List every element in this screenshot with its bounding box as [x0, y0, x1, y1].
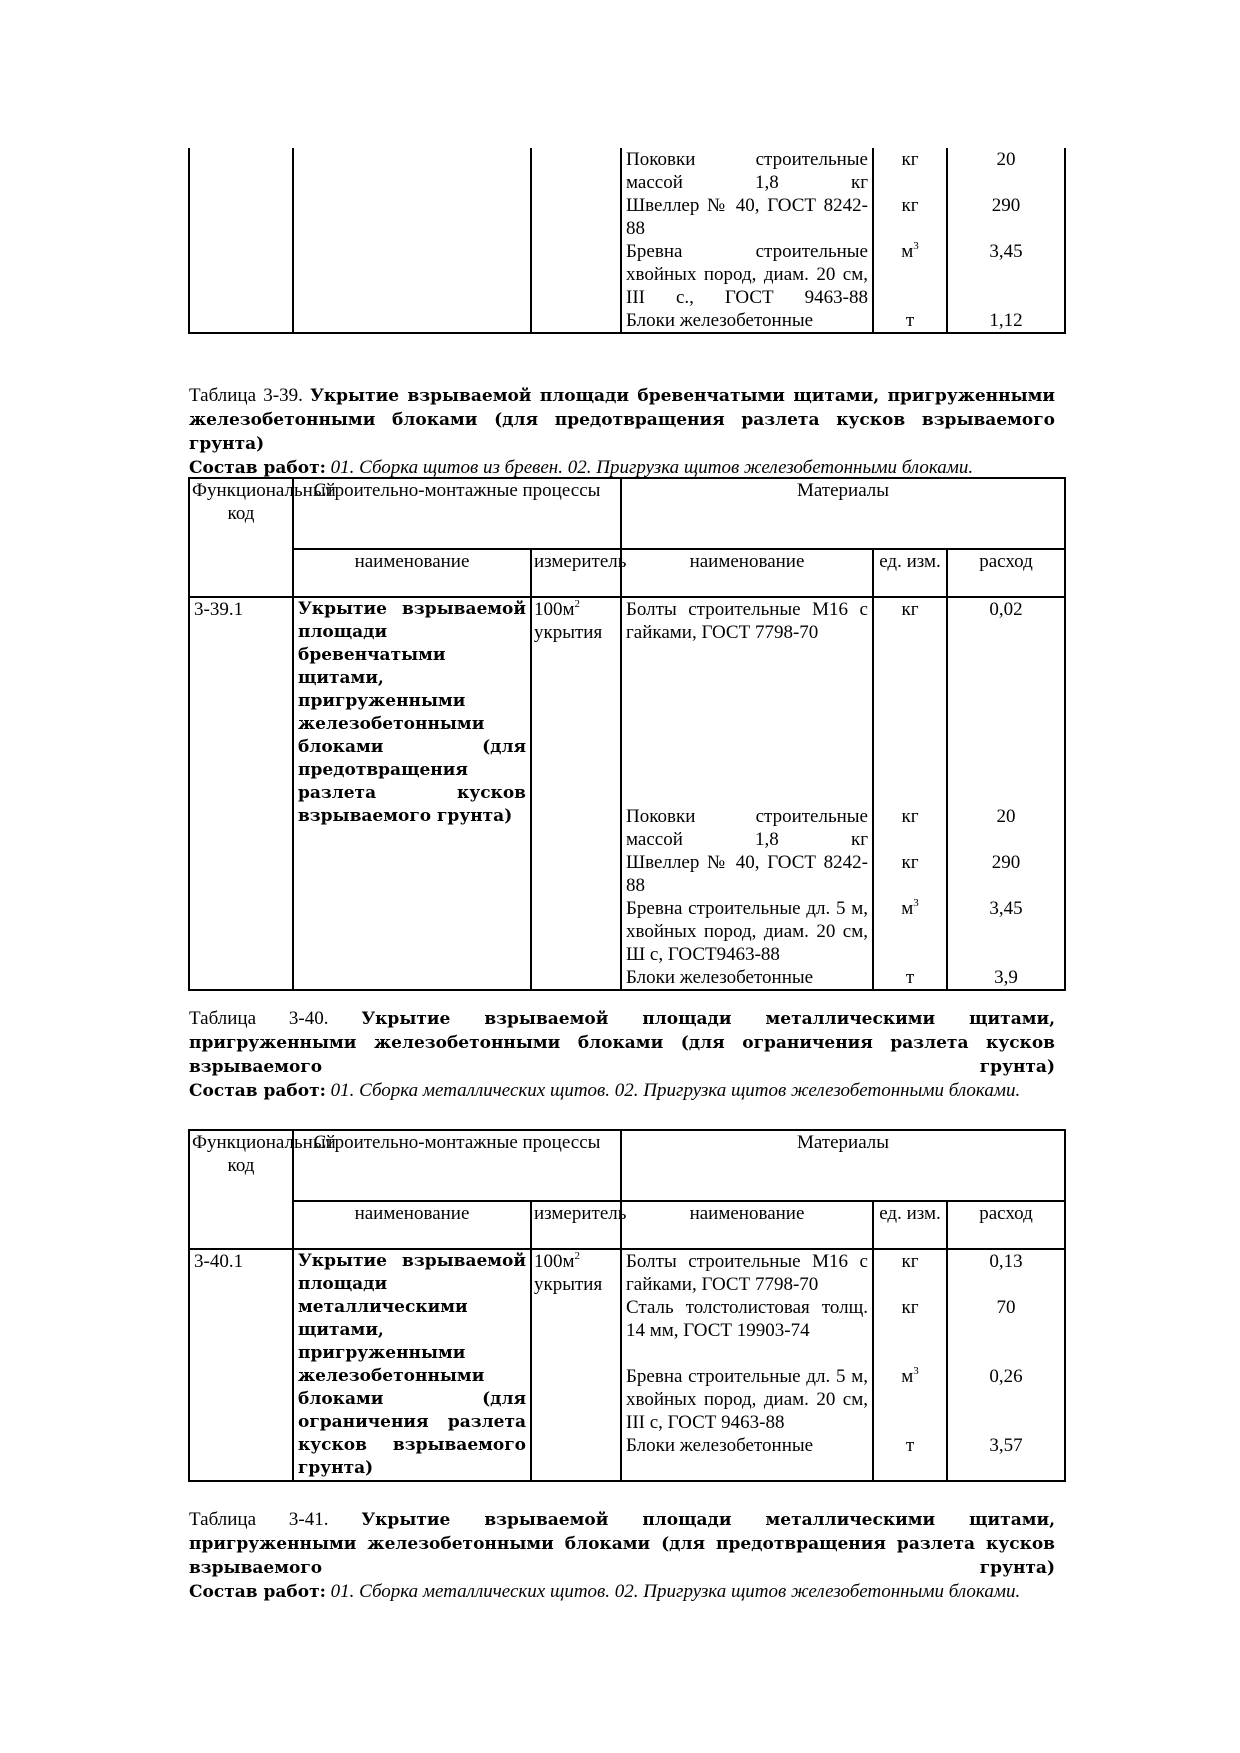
caption-prefix: Таблица 3-39. — [189, 385, 303, 406]
header-meter: измеритель — [534, 1203, 627, 1224]
header-name: наименование — [354, 1203, 470, 1224]
header-material-name: наименование — [689, 551, 805, 572]
works-label: Состав работ: — [189, 1582, 326, 1602]
caption-title: Укрытие взрываемой площади металлическими щитами, пригруженными железобетонными блоками (для ограничения разлета кусков взрываемого грунта) — [189, 1009, 1055, 1077]
material-unit: кг — [901, 852, 919, 873]
works-text: 01. Сборка щитов из бревен. 02. Пригрузка щитов железобетонными блоками. — [330, 457, 974, 478]
material-name: Швеллер № 40, ГОСТ 8242-88 — [626, 195, 868, 239]
material-qty: 3,45 — [989, 241, 1023, 262]
meter-value: 100м — [534, 1251, 575, 1272]
works-label: Состав работ: — [189, 1081, 326, 1101]
material-unit: т — [905, 1435, 915, 1456]
table-3-39 — [188, 477, 1066, 991]
func-code: 3-39.1 — [194, 599, 244, 620]
material-qty: 3,45 — [989, 898, 1023, 919]
material-qty: 290 — [991, 195, 1021, 216]
meter-superscript: 2 — [574, 1250, 581, 1262]
header-materials: Материалы — [796, 480, 890, 501]
material-name: Блоки железобетонные — [626, 967, 814, 988]
table-prev-continuation — [188, 148, 1066, 334]
works-text: 01. Сборка металлических щитов. 02. Пригрузка щитов железобетонными блоками. — [330, 1581, 1021, 1602]
material-qty: 0,02 — [989, 599, 1023, 620]
header-func-code: Функциональный код — [192, 480, 336, 524]
material-unit: т — [905, 967, 915, 988]
header-meter: измеритель — [534, 551, 627, 572]
material-qty: 0,26 — [989, 1366, 1023, 1387]
material-unit: т — [905, 310, 915, 331]
header-consumption: расход — [979, 551, 1033, 572]
meter-value: 100м — [534, 599, 575, 620]
material-name: Бревна строительные дл. 5 м, хвойных пород, диам. 20 см, III с, ГОСТ 9463-88 — [626, 1366, 868, 1433]
header-unit: ед. изм. — [879, 551, 941, 572]
header-processes: Строительно-монтажные процессы — [313, 480, 601, 501]
material-name: Поковки строительные массой 1,8 кг — [626, 806, 868, 850]
header-processes: Строительно-монтажные процессы — [313, 1132, 601, 1153]
material-name: Болты строительные М16 с гайками, ГОСТ 7798-70 — [626, 599, 868, 643]
caption-prefix: Таблица 3-41. — [189, 1509, 329, 1530]
unit-superscript: 3 — [913, 240, 919, 252]
unit-superscript: 3 — [913, 897, 919, 909]
material-unit: кг — [901, 149, 919, 170]
header-consumption: расход — [979, 1203, 1033, 1224]
material-unit: кг — [901, 195, 919, 216]
material-name: Блоки железобетонные — [626, 310, 814, 331]
material-unit: м — [901, 898, 914, 919]
header-unit: ед. изм. — [879, 1203, 941, 1224]
header-name: наименование — [354, 551, 470, 572]
material-qty: 290 — [991, 852, 1021, 873]
material-name: Блоки железобетонные — [626, 1435, 814, 1456]
works-label: Состав работ: — [189, 458, 326, 478]
meter-superscript: 2 — [574, 598, 581, 610]
process-name: Укрытие взрываемой площади металлическими щитами, пригруженными железобетонными блоками (для ограничения разлета кусков взрываемого грунта) — [298, 1251, 526, 1478]
caption-table-3-40 — [189, 1007, 1055, 1103]
material-qty: 20 — [996, 806, 1016, 827]
material-name: Болты строительные М16 с гайками, ГОСТ 7798-70 — [626, 1251, 868, 1295]
material-unit: кг — [901, 806, 919, 827]
material-qty: 1,12 — [989, 310, 1023, 331]
header-materials: Материалы — [796, 1132, 890, 1153]
material-unit: кг — [901, 599, 919, 620]
material-name: Сталь толстолистовая толщ. 14 мм, ГОСТ 19903-74 — [626, 1297, 868, 1341]
unit-superscript: 3 — [913, 1365, 919, 1377]
caption-title: Укрытие взрываемой площади бревенчатыми щитами, пригруженными железобетонными блоками (для предотвращения разлета кусков взрываемого грунта) — [189, 386, 1055, 454]
material-unit: кг — [901, 1251, 919, 1272]
caption-prefix: Таблица 3-40. — [189, 1008, 329, 1029]
meter-unit: укрытия — [534, 1274, 603, 1295]
material-name: Бревна строительные дл. 5 м, хвойных пород, диам. 20 см, Ш с, ГОСТ9463-88 — [626, 898, 868, 965]
material-name: Бревна строительные хвойных пород, диам. 20 см, III с., ГОСТ 9463-88 — [626, 241, 868, 308]
process-name: Укрытие взрываемой площади бревенчатыми щитами, пригруженными железобетонными блоками (для предотвращения разлета кусков взрываемого грунта) — [298, 599, 526, 826]
works-text: 01. Сборка металлических щитов. 02. Пригрузка щитов железобетонными блоками. — [330, 1080, 1021, 1101]
material-name: Швеллер № 40, ГОСТ 8242-88 — [626, 852, 868, 896]
material-qty: 70 — [996, 1297, 1016, 1318]
material-unit: м — [901, 241, 914, 262]
meter-unit: укрытия — [534, 622, 603, 643]
func-code: 3-40.1 — [194, 1251, 244, 1272]
material-qty: 20 — [996, 149, 1016, 170]
material-unit: м — [901, 1366, 914, 1387]
material-qty: 0,13 — [989, 1251, 1023, 1272]
material-unit: кг — [901, 1297, 919, 1318]
caption-table-3-41 — [189, 1508, 1055, 1604]
table-3-40 — [188, 1129, 1066, 1482]
caption-table-3-39 — [189, 384, 1055, 480]
caption-title: Укрытие взрываемой площади металлическими щитами, пригруженными железобетонными блоками (для предотвращения разлета кусков взрываемого грунта) — [189, 1510, 1055, 1578]
header-func-code: Функциональный код — [192, 1132, 336, 1176]
material-name: Поковки строительные массой 1,8 кг — [626, 149, 868, 193]
header-material-name: наименование — [689, 1203, 805, 1224]
material-qty: 3,9 — [994, 967, 1018, 988]
material-qty: 3,57 — [989, 1435, 1023, 1456]
